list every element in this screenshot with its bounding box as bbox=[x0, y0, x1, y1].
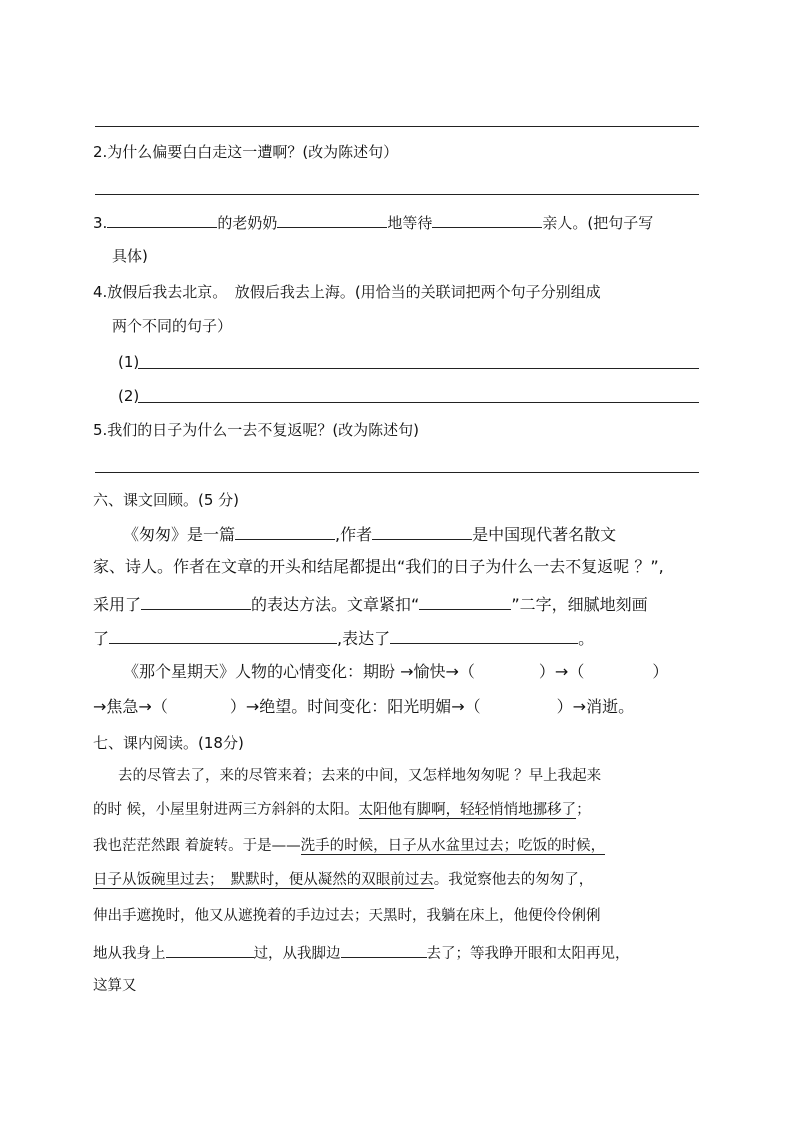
answer-line bbox=[95, 126, 699, 127]
question-text: 地等待 bbox=[387, 214, 433, 232]
answer-label-2: (2) bbox=[118, 387, 140, 405]
review-text: 《匆匆》是一篇 bbox=[123, 525, 236, 544]
question-3 bbox=[93, 212, 653, 233]
reading-line-3 bbox=[93, 836, 605, 856]
answer-line-q5[interactable] bbox=[95, 472, 699, 473]
question-4-continued: 两个不同的句子） bbox=[112, 317, 233, 335]
review-text: 了 bbox=[93, 629, 110, 648]
review-text: 是中国现代著名散文 bbox=[472, 525, 617, 544]
answer-blank[interactable] bbox=[277, 212, 387, 228]
reading-text: ； bbox=[576, 802, 591, 818]
review-text: ,作者 bbox=[335, 525, 373, 544]
review-line-6 bbox=[93, 697, 634, 717]
reading-line-7: 这算又 bbox=[93, 978, 137, 994]
answer-line-4-2[interactable] bbox=[138, 402, 699, 403]
review-text: →焦急→（ bbox=[93, 697, 168, 716]
reading-text: 地从我身上 bbox=[93, 946, 166, 962]
underlined-sentence: 太阳他有脚啊，轻轻悄悄地挪移了 bbox=[358, 802, 577, 818]
answer-line-4-1[interactable] bbox=[138, 368, 699, 369]
review-line-4 bbox=[93, 628, 594, 649]
answer-blank[interactable] bbox=[341, 942, 427, 958]
reading-text: 的时 候，小屋里射进两三方斜斜的太阳。 bbox=[93, 802, 359, 818]
reading-line-1: 去的尽管去了，来的尽管来着；去来的中间，又怎样地匆匆呢 ？早上我起来 bbox=[118, 768, 602, 784]
review-text: ”二字，细腻地刻画 bbox=[511, 595, 648, 614]
question-2: 2.为什么偏要白白走这一遭啊？(改为陈述句） bbox=[93, 143, 399, 161]
review-text: 的表达方法。文章紧扣“ bbox=[251, 595, 420, 614]
question-text: 亲人。(把句子写 bbox=[542, 214, 654, 232]
answer-blank[interactable] bbox=[107, 212, 217, 228]
review-text: ）→消逝。 bbox=[556, 697, 635, 716]
review-text: 。 bbox=[578, 629, 595, 648]
reading-line-4 bbox=[93, 870, 593, 890]
question-4: 4.放假后我去北京。 放假后我去上海。(用恰当的关联词把两个句子分别组成 bbox=[93, 283, 601, 301]
answer-line-q2[interactable] bbox=[95, 194, 699, 195]
answer-blank[interactable] bbox=[419, 594, 511, 610]
reading-text: 去了；等我睁开眼和太阳再见， bbox=[426, 946, 630, 962]
reading-text: 。我觉察他去的匆匆了， bbox=[433, 872, 594, 888]
answer-blank[interactable] bbox=[141, 594, 251, 610]
review-line-5 bbox=[123, 662, 668, 682]
answer-blank[interactable] bbox=[235, 524, 335, 540]
answer-blank[interactable] bbox=[109, 628, 337, 644]
reading-text: 我也茫茫然跟 着旋转。于是—— bbox=[93, 838, 301, 854]
question-3-continued: 具体) bbox=[112, 247, 148, 265]
reading-text: 过，从我脚边 bbox=[253, 946, 341, 962]
reading-line-2 bbox=[93, 800, 591, 820]
underlined-sentence: 日子从饭碗里过去； 默默时，便从凝然的双眼前过去 bbox=[93, 872, 434, 888]
answer-label-1: (1) bbox=[118, 353, 140, 371]
question-5: 5.我们的日子为什么一去不复返呢？(改为陈述句) bbox=[93, 421, 420, 439]
answer-blank[interactable] bbox=[390, 628, 578, 644]
review-line-2: 家、诗人。作者在文章的开头和结尾都提出“我们的日子为什么一去不复返呢 ？”, bbox=[93, 557, 664, 576]
question-number: 3. bbox=[93, 214, 108, 232]
question-text: 的老奶奶 bbox=[217, 214, 278, 232]
review-line-3 bbox=[93, 594, 648, 615]
underlined-sentence: 洗手的时候，日子从水盆里过去；吃饭的时候， bbox=[300, 838, 606, 854]
review-text: ） bbox=[652, 662, 669, 681]
review-text: 《那个星期天》人物的心情变化：期盼 →愉快→（ bbox=[123, 662, 475, 681]
review-text: ）→绝望。时间变化：阳光明媚→（ bbox=[229, 697, 481, 716]
review-line-1 bbox=[123, 524, 616, 545]
answer-blank[interactable] bbox=[166, 942, 254, 958]
review-text: ,表达了 bbox=[337, 629, 391, 648]
reading-line-5: 伸出手遮挽时，他又从遮挽着的手边过去；天黑时，我躺在床上，他便伶伶俐俐 bbox=[93, 908, 601, 924]
section-6-title: 六、课文回顾。(5 分) bbox=[93, 491, 240, 509]
review-text: 采用了 bbox=[93, 595, 142, 614]
section-7-title: 七、课内阅读。(18分) bbox=[93, 734, 244, 752]
answer-blank[interactable] bbox=[432, 212, 542, 228]
review-text: ）→（ bbox=[538, 662, 585, 681]
reading-line-6 bbox=[93, 942, 630, 964]
answer-blank[interactable] bbox=[372, 524, 472, 540]
